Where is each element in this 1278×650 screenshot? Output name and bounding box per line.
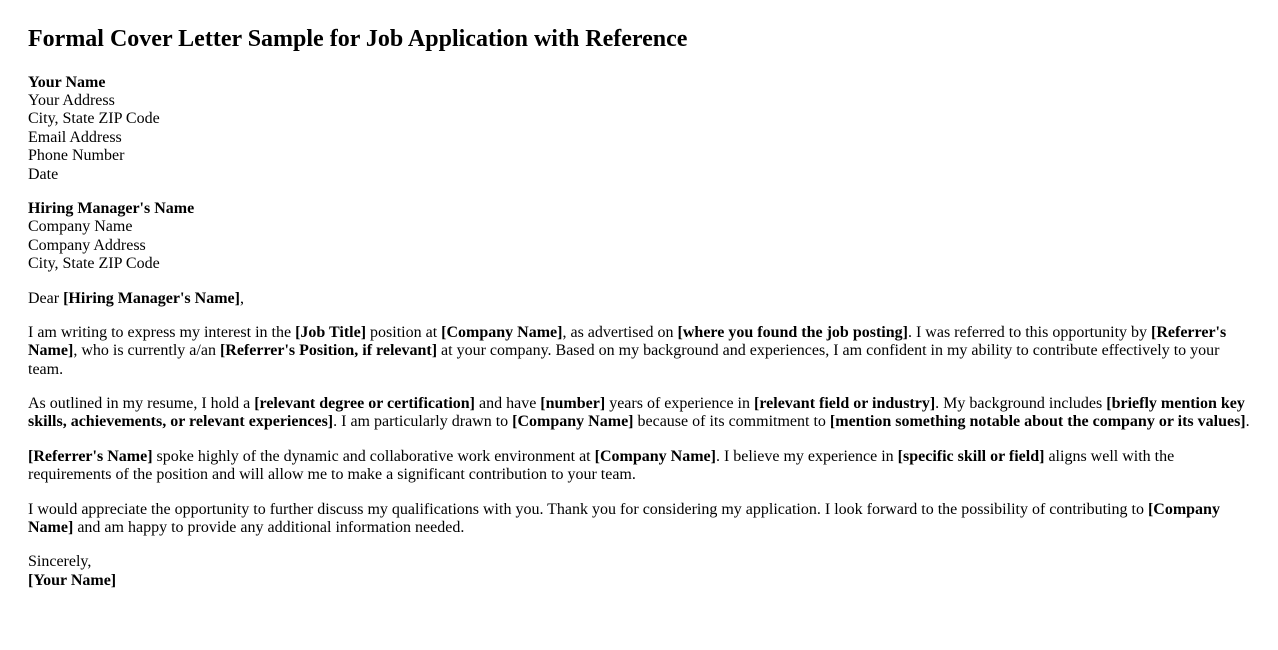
sender-address-lines: Your Address City, State ZIP Code Email Address Phone Number Date [28, 91, 160, 183]
paragraph-qualifications: As outlined in my resume, I hold a [relevant degree or certification] and have [number] years of experience in [relevant field or industry]. My background includes [briefly mention key skills, achievements, or relevant experiences]. I am particularly drawn to [Company Name] because of its commitment to [mention something notable about the company or its values]. [28, 395, 1250, 431]
recipient-name: Hiring Manager's Name [28, 199, 195, 217]
signoff: Sincerely, [28, 553, 92, 571]
sender-name: Your Name [28, 73, 106, 91]
closing-block [28, 553, 1250, 590]
paragraph-referral: [Referrer's Name] spoke highly of the dynamic and collaborative work environment at [Company Name]. I believe my experience in [specific skill or field] aligns well with the requirements of the position and will allow me to make a significant contribution to your team. [28, 447, 1175, 484]
page-title: Formal Cover Letter Sample for Job Application with Reference [28, 26, 688, 52]
signature: [Your Name] [28, 571, 117, 589]
recipient-block [28, 200, 1250, 274]
paragraph-introduction: I am writing to express my interest in the [Job Title] position at [Company Name], as advertised on [where you found the job posting]. I was referred to this opportunity by [Referrer's Name], who is currently a/an [Referrer's Position, if relevant] at your company. Based on my background and experiences, I am confident in my ability to contribute effectively to your team. [28, 323, 1227, 378]
salutation: Dear [Hiring Manager's Name], [28, 289, 244, 307]
sender-block [28, 74, 1250, 184]
recipient-address-lines: Company Name Company Address City, State ZIP Code [28, 218, 160, 273]
paragraph-closing-request: I would appreciate the opportunity to further discuss my qualifications with you. Thank you for considering my application. I look forward to the possibility of contributing to [Company Name] and am happy to provide any additional information needed. [28, 500, 1220, 537]
